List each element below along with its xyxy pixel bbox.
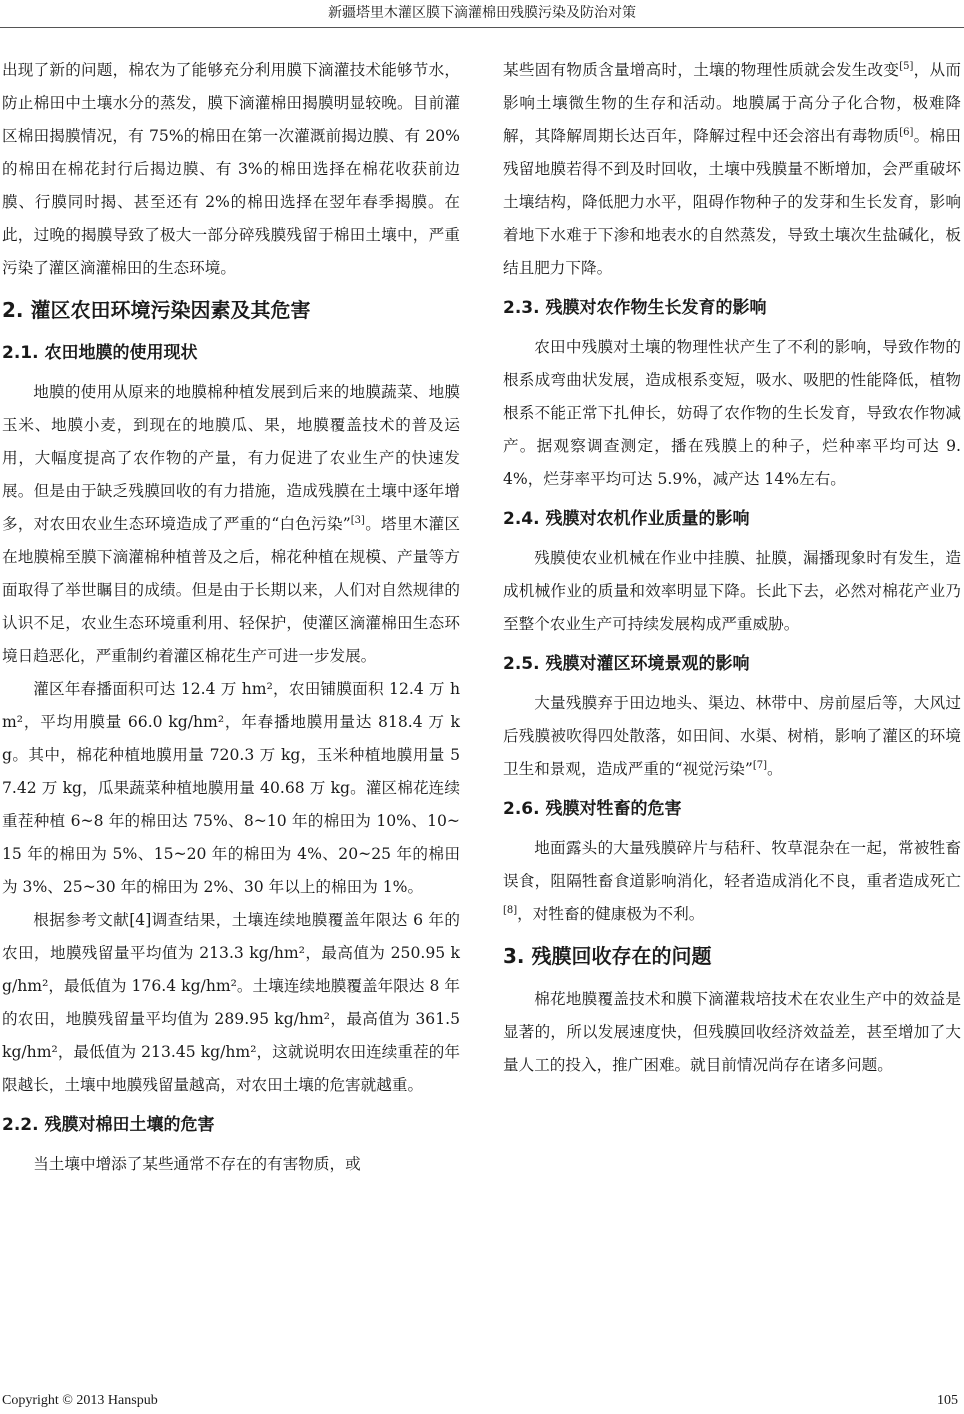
body-paragraph bbox=[503, 542, 961, 641]
paragraph-text: 地面露头的大量残膜碎片与秸秆、牧草混杂在一起，常被牲畜误食，阻隔牲畜食道影响消化，轻者造成消化不良，重者造成死亡 bbox=[503, 839, 961, 890]
citation-ref: [3] bbox=[350, 514, 365, 526]
paragraph-text: 2.3. 残膜对农作物生长发育的影响 bbox=[503, 298, 767, 318]
body-paragraph bbox=[503, 331, 961, 496]
paragraph-text: 2.6. 残膜对牲畜的危害 bbox=[503, 799, 682, 819]
body-paragraph bbox=[2, 54, 460, 285]
page-number: 105 bbox=[937, 1393, 958, 1408]
paragraph-text: ，从而影响土壤微生物的生存和活动。地膜属于高分子化合物，极难降解，其降解周期长达百年，降解过程中还会溶出有毒物质 bbox=[503, 61, 961, 145]
paragraph-text: 。塔里木灌区在地膜棉至膜下滴灌棉种植普及之后，棉花种植在规模、产量等方面取得了举世瞩目的成绩。但是由于长期以来，人们对自然规律的认识不足，农业生态环境重利用、轻保护，使灌区滴灌棉田生态环境日趋恶化，严重制约着灌区棉花生产可进一步发展。 bbox=[2, 515, 460, 665]
citation-ref: [5] bbox=[899, 60, 914, 72]
subsection-heading bbox=[2, 337, 460, 369]
paragraph-text: 残膜使农业机械在作业中挂膜、扯膜，漏播现象时有发生，造成机械作业的质量和效率明显下降。长此下去，必然对棉花产业乃至整个农业生产可持续发展构成严重威胁。 bbox=[503, 549, 961, 633]
citation-ref: [8] bbox=[503, 904, 518, 916]
subsection-heading bbox=[503, 793, 961, 825]
paragraph-text: 2.2. 残膜对棉田土壤的危害 bbox=[2, 1115, 215, 1135]
copyright-notice: Copyright © 2013 Hanspub bbox=[2, 1393, 158, 1408]
paragraph-text: 3. 残膜回收存在的问题 bbox=[503, 944, 712, 968]
paragraph-text: 当土壤中增添了某些通常不存在的有害物质，或 bbox=[33, 1155, 361, 1173]
subsection-heading bbox=[503, 503, 961, 535]
paragraph-text: 2. 灌区农田环境污染因素及其危害 bbox=[2, 298, 311, 322]
subsection-heading bbox=[503, 292, 961, 324]
paragraph-text: 农田中残膜对土壤的物理性状产生了不利的影响，导致作物的根系成弯曲状发展，造成根系变短，吸水、吸肥的性能降低，植物根系不能正常下扎伸长，妨碍了农作物的生长发育，导致农作物减产。据观察调查测定，播在残膜上的种子，烂种率平均可达 9.4%，烂芽率平均可达 5.9%，减产达 14%左右。 bbox=[503, 338, 961, 488]
header-divider bbox=[0, 27, 964, 28]
section-heading bbox=[503, 939, 961, 973]
paragraph-text: ，对牲畜的健康极为不利。 bbox=[517, 905, 705, 923]
body-paragraph bbox=[503, 54, 961, 285]
paragraph-text: 2.1. 农田地膜的使用现状 bbox=[2, 343, 198, 363]
left-column bbox=[2, 54, 460, 1181]
body-paragraph bbox=[503, 687, 961, 786]
body-paragraph bbox=[2, 673, 460, 904]
running-title: 新疆塔里木灌区膜下滴灌棉田残膜污染及防治对策 bbox=[328, 5, 636, 21]
citation-ref: [6] bbox=[899, 126, 914, 138]
paragraph-text: 棉花地膜覆盖技术和膜下滴灌栽培技术在农业生产中的效益是显著的，所以发展速度快，但残膜回收经济效益差，甚至增加了大量人工的投入，推广困难。就目前情况尚存在诸多问题。 bbox=[503, 990, 961, 1074]
body-paragraph bbox=[2, 376, 460, 673]
right-column bbox=[503, 54, 961, 1082]
subsection-heading bbox=[2, 1109, 460, 1141]
paragraph-text: 某些固有物质含量增高时，土壤的物理性质就会发生改变 bbox=[503, 61, 900, 79]
paragraph-text: 根据参考文献[4]调查结果，土壤连续地膜覆盖年限达 6 年的农田，地膜残留量平均值为 213.3 kg/hm²，最高值为 250.95 kg/hm²，最低值为 176.4 kg/hm²。土壤连续地膜覆盖年限达 8 年的农田，地膜残留量平均值为 289.95 kg/hm²，最高值为 361.5 kg/hm²，最低值为 213.45 kg/hm²，这就说明农田连续重茬的年限越长，土壤中地膜残留量越高，对农田土壤的危害就越重。 bbox=[2, 911, 460, 1094]
body-paragraph bbox=[503, 983, 961, 1082]
paragraph-text: 。棉田残留地膜若得不到及时回收，土壤中残膜量不断增加，会严重破坏土壤结构，降低肥力水平，阻碍作物种子的发芽和生长发育，影响着地下水难于下渗和地表水的自然蒸发，导致土壤次生盐碱化，板结且肥力下降。 bbox=[503, 127, 961, 277]
citation-ref: [7] bbox=[752, 759, 768, 771]
body-paragraph bbox=[503, 832, 961, 931]
section-heading bbox=[2, 293, 460, 327]
paragraph-text: 大量残膜弃于田边地头、渠边、林带中、房前屋后等，大风过后残膜被吹得四处散落，如田间、水渠、树梢，影响了灌区的环境卫生和景观，造成严重的“视觉污染” bbox=[503, 694, 961, 778]
body-paragraph bbox=[2, 1148, 460, 1181]
paragraph-text: 2.4. 残膜对农机作业质量的影响 bbox=[503, 509, 750, 529]
paragraph-text: 出现了新的问题，棉农为了能够充分利用膜下滴灌技术能够节水，防止棉田中土壤水分的蒸发，膜下滴灌棉田揭膜明显较晚。目前灌区棉田揭膜情况，有 75%的棉田在第一次灌溉前揭边膜、有 20%的棉田在棉花封行后揭边膜、有 3%的棉田选择在棉花收获前边膜、行膜同时揭、甚至还有 2%的棉田选择在翌年春季揭膜。在此，过晚的揭膜导致了极大一部分碎残膜残留于棉田土壤中，严重污染了灌区滴灌棉田的生态环境。 bbox=[2, 61, 460, 277]
paragraph-text: 。 bbox=[767, 760, 783, 778]
subsection-heading bbox=[503, 648, 961, 680]
paragraph-text: 2.5. 残膜对灌区环境景观的影响 bbox=[503, 654, 750, 674]
paragraph-text: 地膜的使用从原来的地膜棉种植发展到后来的地膜蔬菜、地膜玉米、地膜小麦，到现在的地膜瓜、果，地膜覆盖技术的普及运用，大幅度提高了农作物的产量，有力促进了农业生产的快速发展。但是由于缺乏残膜回收的有力措施，造成残膜在土壤中逐年增多，对农田农业生态环境造成了严重的“白色污染” bbox=[2, 383, 460, 533]
paragraph-text: 灌区年春播面积可达 12.4 万 hm²，农田铺膜面积 12.4 万 hm²，平均用膜量 66.0 kg/hm²，年春播地膜用量达 818.4 万 kg。其中，棉花种植地膜用量 720.3 万 kg，玉米种植地膜用量 57.42 万 kg，瓜果蔬菜种植地膜用量 40.68 万 kg。灌区棉花连续重茬种植 6~8 年的棉田达 75%、8~10 年的棉田为 10%、10~15 年的棉田为 5%、15~20 年的棉田为 4%、20~25 年的棉田为 3%、25~30 年的棉田为 2%、30 年以上的棉田为 1%。 bbox=[2, 680, 460, 896]
body-paragraph bbox=[2, 904, 460, 1102]
